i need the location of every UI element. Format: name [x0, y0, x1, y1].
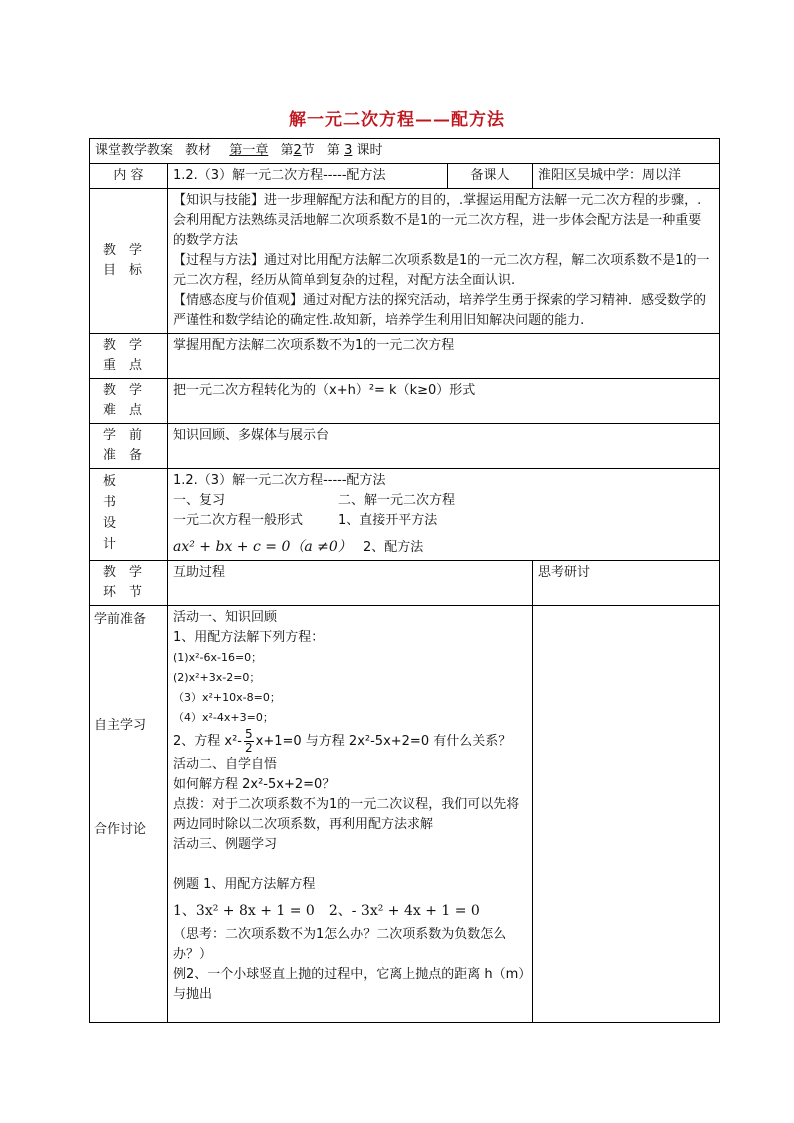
activity-2: 活动二、自学自悟: [173, 757, 278, 772]
board-design-cell: [168, 469, 720, 561]
example-1-equations: 1、3x² + 8x + 1 = 0 2、- 3x² + 4x + 1 = 0: [173, 903, 480, 919]
goals-attitude: 【情感态度与价值观】通过对配方法的探究活动，培养学生勇于探索的学习精神．感受数学的严谨性和数学结论的确定性.故知新，培养学生利用旧知解决问题的能力.: [173, 293, 707, 328]
page-title: 解一元二次方程——配方法: [289, 110, 505, 130]
equation-4: （4）x²-4x+3=0；: [173, 711, 274, 724]
example-2: 例2、一个小球竖直上抛的过程中，它离上抛点的距离 h（m）与抛出: [173, 967, 525, 1002]
header-section: [280, 143, 314, 158]
reflection-col-header: 思考研讨: [533, 561, 720, 606]
preparation-label-1: 学 前: [103, 428, 143, 443]
key-point-label-2: 重 点: [103, 358, 143, 373]
stage-discussion: 合作讨论: [94, 822, 147, 837]
process-label-cell: [90, 561, 168, 606]
lesson-post: 课时: [356, 143, 383, 158]
think-note: （思考：二次项系数不为1怎么办？二次项系数为负数怎么办？）: [173, 927, 507, 962]
header-lesson: [327, 143, 383, 158]
how-to-solve: 如何解方程 2x²-5x+2=0？: [173, 777, 336, 792]
header-chapter: 第一章: [229, 143, 269, 158]
equation-1: (1)x²-6x-16=0；: [173, 651, 263, 664]
process-body-row: [90, 606, 720, 1023]
section-pre: 第: [280, 143, 294, 158]
question-1: 1、用配方法解下列方程：: [173, 630, 325, 645]
board-line-1: 1.2.（3）解一元二次方程-----配方法: [173, 473, 386, 488]
equation-3: （3）x²+10x-8=0；: [173, 691, 281, 704]
board-formula: ax² + bx + c = 0（a ≠0）: [173, 539, 352, 555]
example-1: 例题 1、用配方法解方程: [173, 877, 316, 892]
process-col-header: 互助过程: [168, 561, 533, 606]
section-post: 节: [301, 143, 315, 158]
stages-cell: [90, 606, 168, 1023]
difficulty-value: [168, 379, 720, 424]
difficulty-label-2: 难 点: [103, 403, 143, 418]
key-point-label-1: 教 学: [103, 338, 143, 353]
activity-3: 活动三、例题学习: [173, 837, 278, 852]
tip: 点拨：对于二次项系数不为1的一元二次议程，我们可以先将两边同时除以二次项系数，再利用配方法求解: [173, 797, 520, 832]
process-header-row: [90, 561, 720, 606]
reflection-cell: [533, 606, 720, 1023]
header-text-b: 教材: [185, 143, 212, 158]
process-label-2: 环 节: [103, 585, 143, 600]
key-point-label-cell: [90, 334, 168, 379]
content-label: 内 容: [90, 164, 168, 189]
board-line-4: [173, 537, 714, 558]
fraction-five-halves: [244, 728, 254, 755]
goals-process: 【过程与方法】通过对比用配方法解二次项系数是1的一元二次方程，解二次项系数不是1的一元二次方程，经历从简单到复杂的过程，对配方法全面认识.: [173, 253, 710, 288]
goals-label-cell: [90, 189, 168, 334]
goals-cell: [168, 189, 720, 334]
board-line-3: [173, 511, 714, 531]
lesson-plan-table: [89, 138, 720, 1023]
key-point-row: [90, 334, 720, 379]
section-num: 2: [293, 143, 302, 158]
goals-row: [90, 189, 720, 334]
board-completing-square: 2、配方法: [363, 540, 424, 555]
lesson-num: 3: [344, 143, 353, 158]
board-label-cell: [90, 469, 168, 561]
preparer-label: 备课人: [448, 164, 533, 189]
preparer-value: 淮阳区吴城中学：周以洋: [533, 164, 720, 189]
board-label-1: 板: [103, 474, 117, 489]
board-general-form: 一元二次方程一般形式: [173, 513, 304, 528]
process-label-1: 教 学: [103, 565, 143, 580]
question-2-post: x+1=0 与方程 2x²-5x+2=0 有什么关系？: [255, 734, 512, 749]
goals-label-1: 教 学: [103, 243, 143, 258]
board-label-3: 设: [103, 516, 117, 531]
key-point-value: 掌握用配方法解二次项系数不为1的一元二次方程: [168, 334, 720, 379]
equation-2: (2)x²+3x-2=0；: [173, 671, 261, 684]
difficulty-label-cell: [90, 379, 168, 424]
board-review: 一、复习: [173, 493, 226, 508]
preparation-value: 知识回顾、多媒体与展示台: [168, 424, 720, 469]
lesson-pre: 第: [326, 143, 340, 158]
fraction-num: 5: [245, 727, 253, 741]
question-2-pre: 2、方程 x²-: [173, 734, 242, 749]
stage-self-study: 自主学习: [94, 718, 147, 733]
content-row: [90, 164, 720, 189]
difficulty-text: 把一元二次方程转化为的（x+h）²= k（k≥0）形式: [173, 383, 476, 398]
board-row: [90, 469, 720, 561]
header-text-a: 课堂教学教案: [95, 143, 174, 158]
board-solve: 二、解一元二次方程: [338, 493, 456, 508]
board-label-4: 计: [103, 537, 117, 552]
preparation-label-cell: [90, 424, 168, 469]
board-line-2: [173, 491, 714, 511]
fraction-den: 2: [245, 741, 253, 755]
preparation-label-2: 准 备: [103, 448, 143, 463]
header-row: [90, 139, 720, 164]
difficulty-label-1: 教 学: [103, 383, 143, 398]
stage-pre-study: 学前准备: [94, 612, 147, 627]
difficulty-row: [90, 379, 720, 424]
question-2: [173, 728, 527, 755]
preparation-row: [90, 424, 720, 469]
goals-label-2: 目 标: [103, 263, 143, 278]
board-direct-root: 1、直接开平方法: [338, 513, 438, 528]
process-cell: [168, 606, 533, 1023]
activity-1: 活动一、知识回顾: [173, 610, 278, 625]
goals-knowledge: 【知识与技能】进一步理解配方法和配方的目的，.掌握运用配方法解一元二次方程的步骤，.会利用配方法熟练灵活地解二次项系数不是1的一元二次方程，进一步体会配方法是一种重要的数学方法: [173, 193, 702, 248]
header-cell: [90, 139, 720, 164]
content-value: 1.2.（3）解一元二次方程-----配方法: [168, 164, 448, 189]
board-label-2: 书: [103, 495, 117, 510]
